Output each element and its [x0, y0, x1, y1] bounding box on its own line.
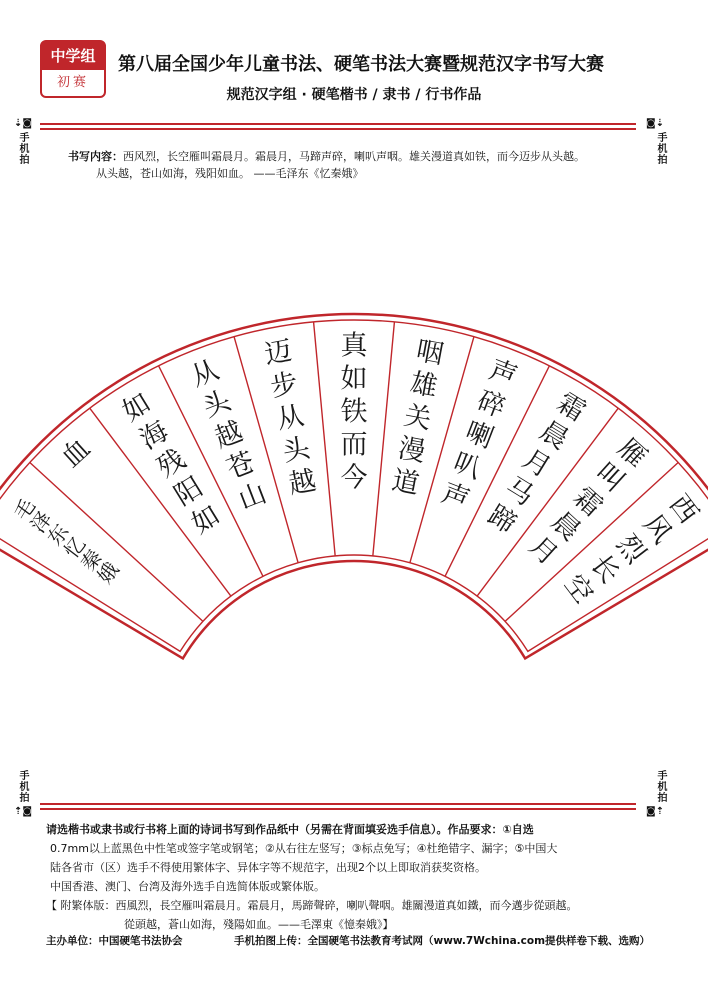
fan-char: 海	[134, 415, 174, 456]
bottom-rule-1	[40, 803, 636, 805]
camera-icon-bottom-left: ⇡◙	[14, 806, 33, 817]
requirements-line1: 请选楷书或隶书或行书将上面的诗词书写到作品纸中（另需在背面填妥选手信息）。作品要求：①自选	[46, 823, 534, 836]
fan-divider	[373, 322, 395, 556]
requirements-line6: 從頭越，蒼山如海，殘陽如血。——毛澤東《憶秦娥》】	[124, 918, 394, 931]
fan-char: 如	[186, 499, 226, 541]
badge-stage: 初赛	[56, 75, 89, 90]
fan-char: 苍	[222, 446, 259, 486]
fan-char: 越	[210, 415, 247, 455]
fan-char: 空	[557, 569, 599, 610]
badge-group: 中学组	[42, 42, 104, 70]
fan-char: 叭	[449, 446, 486, 486]
fan-char: 越	[286, 465, 319, 501]
writing-content-line1: 西风烈，长空雁叫霜晨月。霜晨月，马蹄声碎，喇叭声咽。雄关漫道真如铁，而今迈步从头越。	[123, 150, 585, 163]
fan-char: 雄	[407, 367, 440, 404]
requirements	[46, 820, 646, 934]
fan-char: 残	[151, 443, 192, 484]
fan-char: 今	[340, 462, 368, 494]
fan-char: 叫	[589, 457, 631, 499]
fan-char: 晨	[545, 506, 586, 548]
fan-char: 蹄	[482, 499, 522, 541]
fan-char: 泽	[25, 506, 57, 538]
fan-char: 而	[340, 429, 368, 461]
fan-char: 碎	[472, 385, 510, 424]
fan-char: 漫	[395, 432, 428, 469]
requirements-line2: 0.7mm以上蓝黑色中性笔或签字笔或钢笔；②从右往左竖写；③标点免写；④杜绝错字、漏字；⑤中国大	[50, 842, 558, 855]
phone-shot-label-bottom-right: 手机拍	[655, 770, 666, 803]
page-title: 第八届全国少年儿童书法、硬笔书法大赛暨规范汉字书写大赛	[118, 54, 604, 75]
fan-divider	[314, 322, 336, 556]
fan-char: 霜	[551, 387, 591, 428]
phone-shot-label-top-right: 手机拍	[655, 132, 666, 165]
fan-char: 血	[55, 432, 97, 474]
fan-char: 声	[437, 477, 474, 517]
fan-char: 声	[484, 354, 522, 394]
bottom-rule-2	[40, 808, 636, 810]
fan-char: 娥	[92, 557, 124, 589]
fan-char: 秦	[75, 544, 108, 576]
fan-char: 关	[401, 400, 434, 436]
writing-content-label: 书写内容：	[68, 150, 123, 163]
fan-char: 月	[516, 443, 557, 484]
page-subtitle: 规范汉字组 · 硬笔楷书 / 隶书 / 行书作品	[226, 87, 482, 103]
fan-char: 迈	[262, 335, 295, 371]
requirements-line3: 陆各省市（区）选手不得使用繁体字、异体字等不规范字，出现2个以上即取消获奖资格。	[50, 861, 486, 874]
fan-char: 东	[42, 519, 74, 550]
fan-char: 忆	[59, 532, 91, 563]
fan-char: 铁	[340, 396, 368, 428]
fan-char: 风	[636, 509, 678, 550]
requirements-line5: 【 附繁体版：西風烈，長空雁叫霜晨月。霜晨月，馬蹄聲碎，喇叭聲咽。雄關漫道真如鐵，而今邁步從頭越。	[46, 899, 578, 912]
phone-shot-label-bottom-left: 手机拍	[17, 770, 28, 803]
phone-shot-label-top-left: 手机拍	[17, 132, 28, 165]
fan-calligraphy	[9, 331, 704, 610]
fan-char: 头	[198, 385, 236, 424]
fan-char: 阳	[169, 471, 209, 513]
fan-char: 真	[340, 330, 368, 362]
fan-char: 如	[340, 363, 368, 395]
camera-icon-top-right: ◙⇣	[646, 118, 665, 129]
fan-char: 毛	[8, 494, 41, 525]
fan-char: 月	[522, 530, 564, 572]
requirements-line4: 中国香港、澳门、台湾及海外选手自选简体版或繁体版。	[50, 880, 325, 893]
fan-char: 晨	[534, 415, 574, 456]
fan-char: 烈	[610, 529, 652, 570]
fan-char: 马	[499, 471, 539, 513]
fan-char: 道	[389, 465, 422, 501]
fan-char: 长	[584, 549, 626, 590]
fan-char: 从	[186, 354, 224, 394]
fan-char: 西	[662, 489, 704, 530]
fan-char: 从	[274, 400, 307, 436]
fan-char: 山	[234, 477, 271, 517]
fan-char: 咽	[413, 335, 446, 371]
footer-organizer: 主办单位：中国硬笔书法协会	[46, 935, 183, 947]
fan-char: 头	[280, 432, 313, 469]
fan-char: 雁	[611, 432, 653, 474]
footer-upload: 手机拍图上传：全国硬笔书法教育考试网（www.7Wchina.com提供样卷下载、选购）	[234, 935, 651, 947]
camera-icon-top-left: ⇣◙	[14, 118, 33, 129]
fan-char: 如	[117, 387, 157, 428]
fan-char: 霜	[567, 481, 609, 523]
writing-content-line2: 从头越，苍山如海，残阳如血。 ——毛泽东《忆秦娥》	[96, 167, 364, 180]
fan-char: 步	[268, 367, 301, 404]
fan-char: 喇	[461, 415, 498, 455]
camera-icon-bottom-right: ◙⇡	[646, 806, 665, 817]
